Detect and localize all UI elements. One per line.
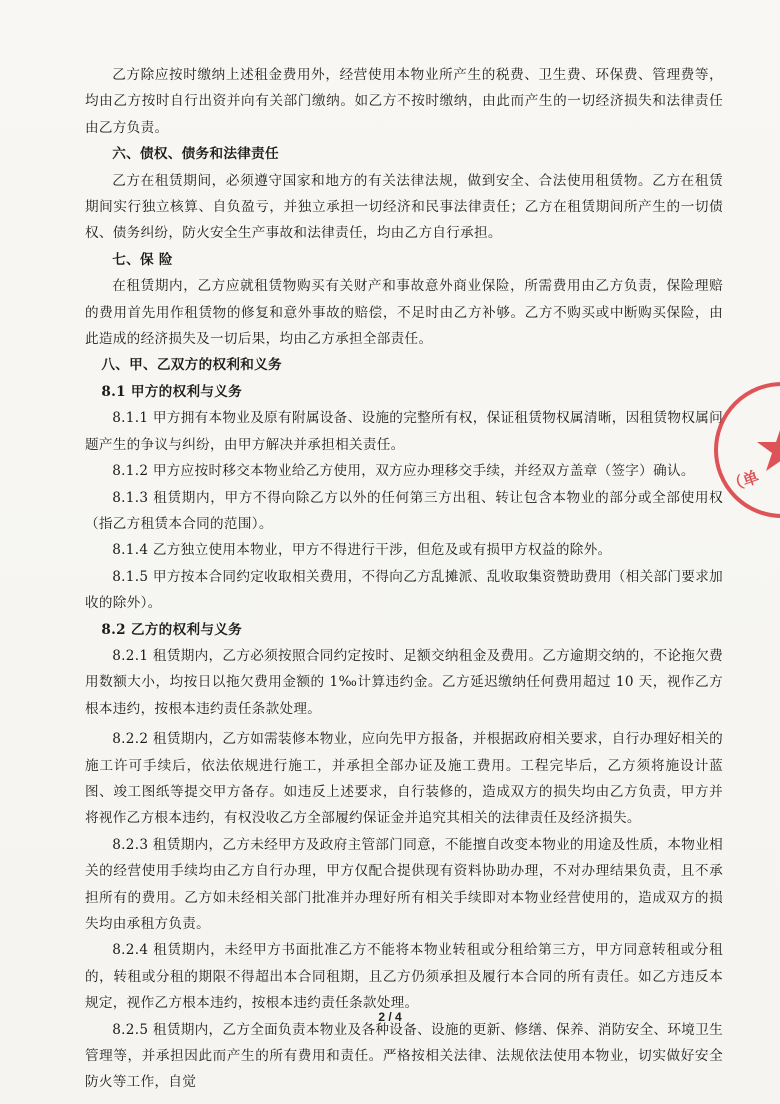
red-seal-icon <box>712 380 780 520</box>
page-number: 2 / 4 <box>378 1010 402 1024</box>
seal-star-icon <box>757 424 780 471</box>
clause: 8.1.2 甲方应按时移交本物业给乙方使用，双方应办理移交手续，并经双方盖章（签字）确认。 <box>112 463 695 480</box>
clause: 8.2.2 租赁期内，乙方如需装修本物业，应向先甲方报备，并根据政府相关要求，自行办理好相关的施工许可手续后，依法依规进行施工，并承担全部办证及施工费用。工程完毕后，乙方须将施设计蓝图、竣工图纸等提交甲方备存。如违反上述要求，自行装修的，造成双方的损失均由乙方负责，甲方并将视作乙方根本违约，有权没收乙方全部履约保证金并追究其相关的法律责任及经济损失。 <box>85 731 723 827</box>
subsection-heading: 8.1 甲方的权利与义务 <box>101 383 243 400</box>
clause: 8.1.1 甲方拥有本物业及原有附属设备、设施的完整所有权，保证租赁物权属清晰，因租赁物权属问题产生的争议与纠纷，由甲方解决并承担相关责任。 <box>85 410 723 453</box>
section-heading: 八、甲、乙双方的权利和义务 <box>101 357 282 374</box>
contract-body <box>85 62 723 1096</box>
clause: 8.2.4 租赁期内，未经甲方书面批准乙方不能将本物业转租或分租给第三方，甲方同意转租或分租的，转租或分租的期限不得超出本合同租期，且乙方仍须承担及履行本合同的所有责任。如乙方违反本规定，视作乙方根本违约，按根本违约责任条款处理。 <box>85 942 723 1012</box>
clause: 8.2.1 租赁期内，乙方必须按照合同约定按时、足额交纳租金及费用。乙方逾期交纳的，不论拖欠费用数额大小，均按日以拖欠费用金额的 1‰计算违约金。乙方延迟缴纳任何费用超过 10 天，视作乙方根本违约，按根本违约责任条款处理。 <box>85 647 723 717</box>
clause: 8.2.5 租赁期内，乙方全面负责本物业及各种设备、设施的更新、修缮、保养、消防安全、环境卫生管理等，并承担因此而产生的所有费用和责任。严格按相关法律、法规依法使用本物业，切实做好安全防火等工作，自觉 <box>85 1021 723 1091</box>
paragraph: 乙方除应按时缴纳上述租金费用外，经营使用本物业所产生的税费、卫生费、环保费、管理费等，均由乙方按时自行出资并向有关部门缴纳。如乙方不按时缴纳，由此而产生的一切经济损失和法律责任由乙方负责。 <box>85 67 723 136</box>
section-heading: 七、保 险 <box>112 251 173 268</box>
clause: 8.1.5 甲方按本合同约定收取相关费用，不得向乙方乱摊派、乱收取集资赞助费用（相关部门要求加收的除外）。 <box>85 568 723 612</box>
seal-lettering: （单 <box>724 466 762 496</box>
clause: 8.1.3 租赁期内，甲方不得向除乙方以外的任何第三方出租、转让包含本物业的部分或全部使用权（指乙方租赁本合同的范围）。 <box>85 489 723 532</box>
subsection-heading: 8.2 乙方的权利与义务 <box>101 621 243 638</box>
section-heading: 六、债权、债务和法律责任 <box>112 146 279 163</box>
paragraph: 在租赁期内，乙方应就租赁物购买有关财产和事故意外商业保险，所需费用由乙方负责，保险理赔的费用首先用作租赁物的修复和意外事故的赔偿，不足时由乙方补够。乙方不购买或中断购买保险，由此造成的经济损失及一切后果，均由乙方承担全部责任。 <box>85 278 723 348</box>
paragraph: 乙方在租赁期间，必须遵守国家和地方的有关法律法规，做到安全、合法使用租赁物。乙方在租赁期间实行独立核算、自负盈亏，并独立承担一切经济和民事法律责任；乙方在租赁期间所产生的一切债权、债务纠纷，防火安全生产事故和法律责任，均由乙方自行承担。 <box>85 172 723 242</box>
clause: 8.2.3 租赁期内，乙方未经甲方及政府主管部门同意，不能擅自改变本物业的用途及性质，本物业相关的经营使用手续均由乙方自行办理，甲方仅配合提供现有资料协助办理，不对办理结果负责，且不承担所有的费用。乙方如未经相关部门批准并办理好所有相关手续即对本物业经营使用的，造成双方的损失均由承租方负责。 <box>85 836 723 932</box>
clause: 8.1.4 乙方独立使用本物业，甲方不得进行干涉，但危及或有损甲方权益的除外。 <box>112 542 612 559</box>
